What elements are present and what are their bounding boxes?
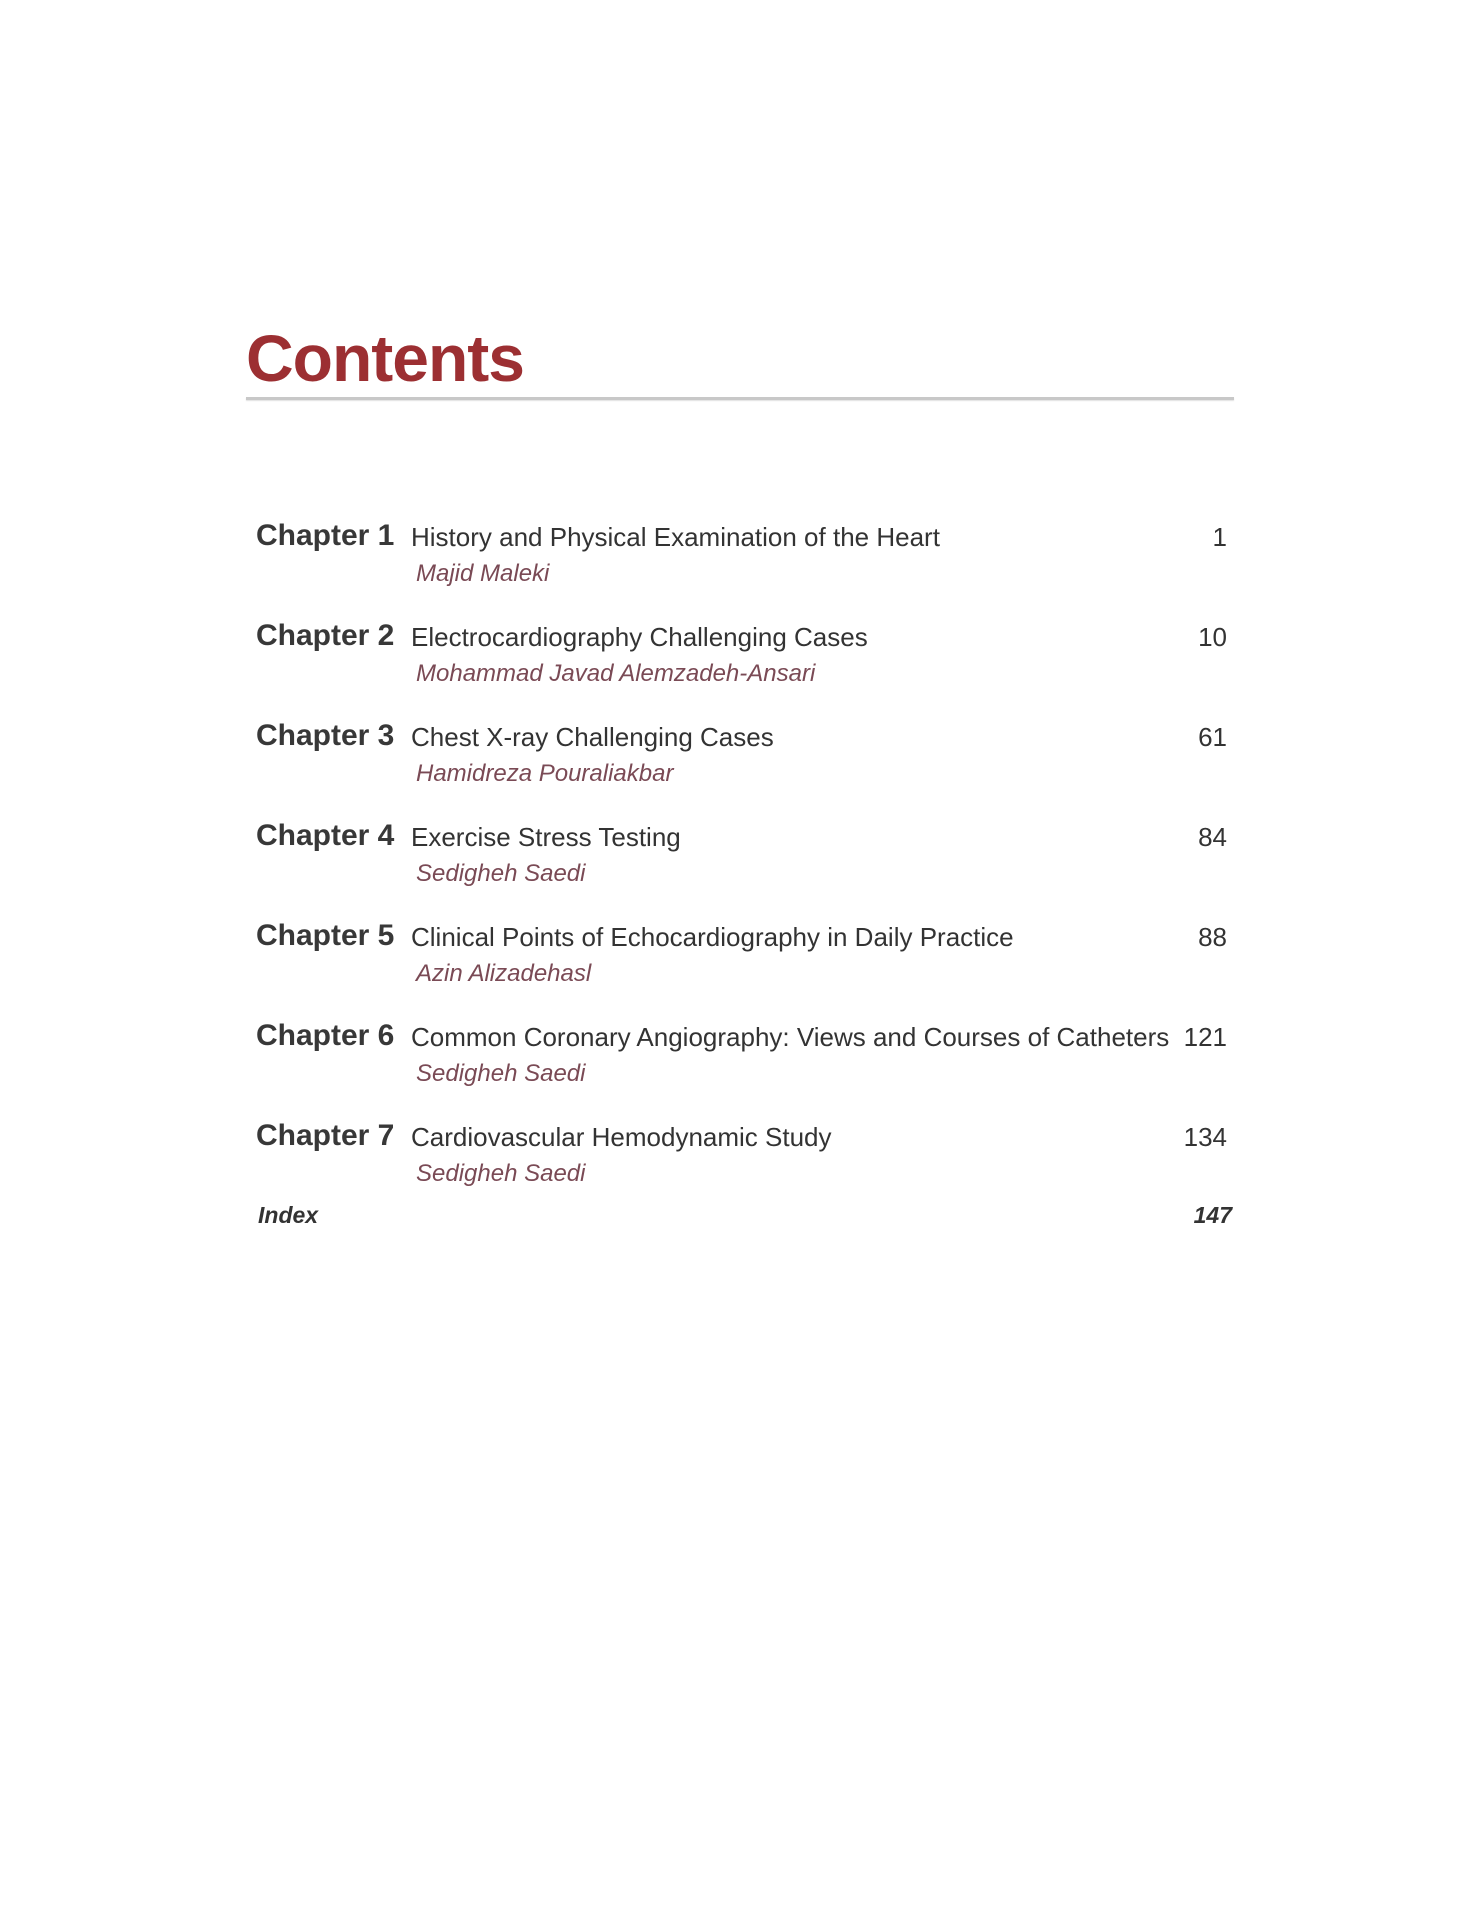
toc-entry-chapter-4[interactable] [0, 816, 1473, 906]
chapter-title[interactable]: Cardiovascular Hemodynamic Study [411, 1122, 832, 1152]
toc-entry-chapter-7[interactable] [0, 1116, 1473, 1206]
chapter-author: Sedigheh Saedi [416, 860, 586, 887]
chapter-title[interactable]: Clinical Points of Echocardiography in Daily Practice [411, 922, 1014, 952]
chapter-page-number: 10 [1198, 622, 1227, 652]
chapter-label: Chapter 4 [256, 819, 395, 852]
toc-entry-chapter-3[interactable] [0, 716, 1473, 806]
chapter-label: Chapter 3 [256, 719, 395, 752]
chapter-page-number: 61 [1198, 722, 1227, 752]
toc-entry-index[interactable] [0, 1198, 1473, 1234]
chapter-page-number: 121 [1183, 1022, 1227, 1052]
chapter-title[interactable]: Electrocardiography Challenging Cases [411, 622, 868, 652]
toc-entry-chapter-6[interactable] [0, 1016, 1473, 1106]
chapter-label: Chapter 7 [256, 1119, 395, 1152]
toc-entry-chapter-1[interactable] [0, 516, 1473, 606]
chapter-label: Chapter 6 [256, 1019, 395, 1052]
chapter-page-number: 1 [1212, 522, 1227, 552]
toc-entry-chapter-5[interactable] [0, 916, 1473, 1006]
chapter-author: Azin Alizadehasl [416, 960, 592, 987]
chapter-author: Mohammad Javad Alemzadeh-Ansari [416, 660, 816, 687]
chapter-label: Chapter 1 [256, 519, 395, 552]
title-divider [246, 397, 1234, 400]
chapter-author: Sedigheh Saedi [416, 1160, 586, 1187]
chapter-label: Chapter 5 [256, 919, 395, 952]
chapter-author: Hamidreza Pouraliakbar [416, 760, 674, 787]
chapter-title[interactable]: Chest X-ray Challenging Cases [411, 722, 774, 752]
chapter-title[interactable]: Common Coronary Angiography: Views and Courses of Catheters [411, 1022, 1170, 1052]
chapter-author: Majid Maleki [416, 560, 550, 587]
index-label[interactable]: Index [258, 1202, 319, 1228]
toc-entry-chapter-2[interactable] [0, 616, 1473, 706]
index-page-number: 147 [1193, 1202, 1232, 1228]
chapter-author: Sedigheh Saedi [416, 1060, 586, 1087]
chapter-title[interactable]: History and Physical Examination of the Heart [411, 522, 940, 552]
chapter-title[interactable]: Exercise Stress Testing [411, 822, 681, 852]
chapter-page-number: 134 [1183, 1122, 1227, 1152]
chapter-page-number: 88 [1198, 922, 1227, 952]
chapter-page-number: 84 [1198, 822, 1227, 852]
chapter-label: Chapter 2 [256, 619, 395, 652]
page-title: Contents [246, 321, 524, 395]
